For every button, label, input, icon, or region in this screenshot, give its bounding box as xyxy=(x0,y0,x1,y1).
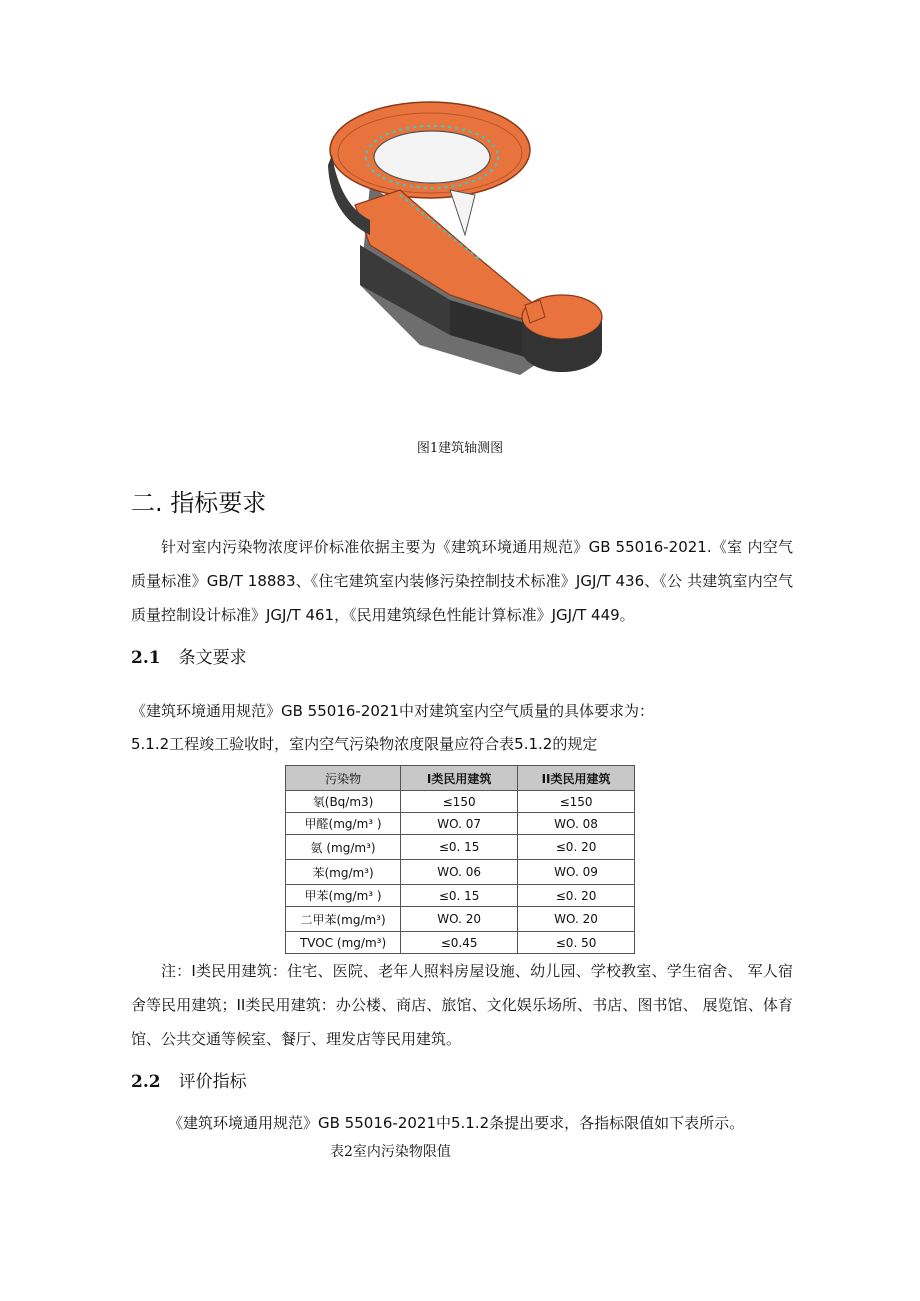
note-paragraph: 注：I类民用建筑：住宅、医院、老年人照料房屋设施、幼儿园、学校教室、学生宿舍、 军人宿舍等民用建筑；II类民用建筑：办公楼、商店、旅馆、文化娱乐场所、书店、图书馆、 展览馆、体育馆、公共交通等候室、餐厅、理发店等民用建筑。 xyxy=(131,962,793,1048)
pollutant-name: 苯(mg/m³) xyxy=(286,860,401,885)
figure-caption: 图1建筑轴测图 xyxy=(416,441,504,456)
table-row xyxy=(286,885,635,907)
section-2-2-number: 2.2 xyxy=(131,1072,161,1092)
class-2-limit: ≤0. 50 xyxy=(518,932,635,954)
pollutant-limits-table xyxy=(285,765,635,954)
section-2-2-heading xyxy=(131,1067,247,1092)
eval-line: 《建筑环境通用规范》GB 55016-2021中5.1.2条提出要求，各指标限值如下表所示。 xyxy=(168,1114,745,1132)
pollutant-name: 甲醛(mg/m³ ) xyxy=(286,813,401,835)
pollutant-name: 甲苯(mg/m³ ) xyxy=(286,885,401,907)
class-1-limit: ≤0. 15 xyxy=(401,835,518,860)
class-1-limit: ≤150 xyxy=(401,791,518,813)
header-pollutant: 污染物 xyxy=(286,766,401,791)
table-row xyxy=(286,907,635,932)
section-2-1-number: 2.1 xyxy=(131,648,161,668)
pollutant-name: 氡(Bq/m3) xyxy=(286,791,401,813)
header-class-2: II类民用建筑 xyxy=(518,766,635,791)
class-1-limit: WO. 07 xyxy=(401,813,518,835)
section-2-1-title: 条文要求 xyxy=(178,648,247,668)
table-header-row xyxy=(286,766,635,791)
class-2-limit: WO. 20 xyxy=(518,907,635,932)
intro-paragraph: 针对室内污染物浓度评价标准依据主要为《建筑环境通用规范》GB 55016-2021.《室 内空气质量标准》GB/T 18883、《住宅建筑室内装修污染控制技术标准》JGJ/T 436、《公 共建筑室内空气质量控制设计标准》JGJ/T 461，《民用建筑绿色性能计算标准》JGJ/T 449。 xyxy=(131,538,793,624)
table-row xyxy=(286,791,635,813)
class-2-limit: ≤0. 20 xyxy=(518,835,635,860)
building-axonometric-figure xyxy=(300,95,620,385)
class-1-limit: ≤0.45 xyxy=(401,932,518,954)
class-1-limit: WO. 20 xyxy=(401,907,518,932)
class-1-limit: ≤0. 15 xyxy=(401,885,518,907)
class-2-limit: ≤0. 20 xyxy=(518,885,635,907)
class-2-limit: WO. 09 xyxy=(518,860,635,885)
table-row xyxy=(286,835,635,860)
section-2-2-title: 评价指标 xyxy=(178,1072,247,1092)
pollutant-name: 氨 (mg/m³) xyxy=(286,835,401,860)
table-row xyxy=(286,813,635,835)
section-title: 二. 指标要求 xyxy=(131,489,267,517)
class-2-limit: WO. 08 xyxy=(518,813,635,835)
table-row xyxy=(286,932,635,954)
pollutant-name: 二甲苯(mg/m³) xyxy=(286,907,401,932)
building-drawing xyxy=(300,95,620,385)
header-class-1: I类民用建筑 xyxy=(401,766,518,791)
spec-line: 《建筑环境通用规范》GB 55016-2021中对建筑室内空气质量的具体要求为： xyxy=(131,702,654,720)
class-1-limit: WO. 06 xyxy=(401,860,518,885)
clause-line: 5.1.2工程竣工验收时，室内空气污染物浓度限量应符合表5.1.2的规定 xyxy=(131,735,598,753)
table-row xyxy=(286,860,635,885)
class-2-limit: ≤150 xyxy=(518,791,635,813)
section-2-1-heading xyxy=(131,643,247,668)
pollutant-name: TVOC (mg/m³) xyxy=(286,932,401,954)
table-2-caption: 表2室内污染物限值 xyxy=(330,1144,451,1160)
